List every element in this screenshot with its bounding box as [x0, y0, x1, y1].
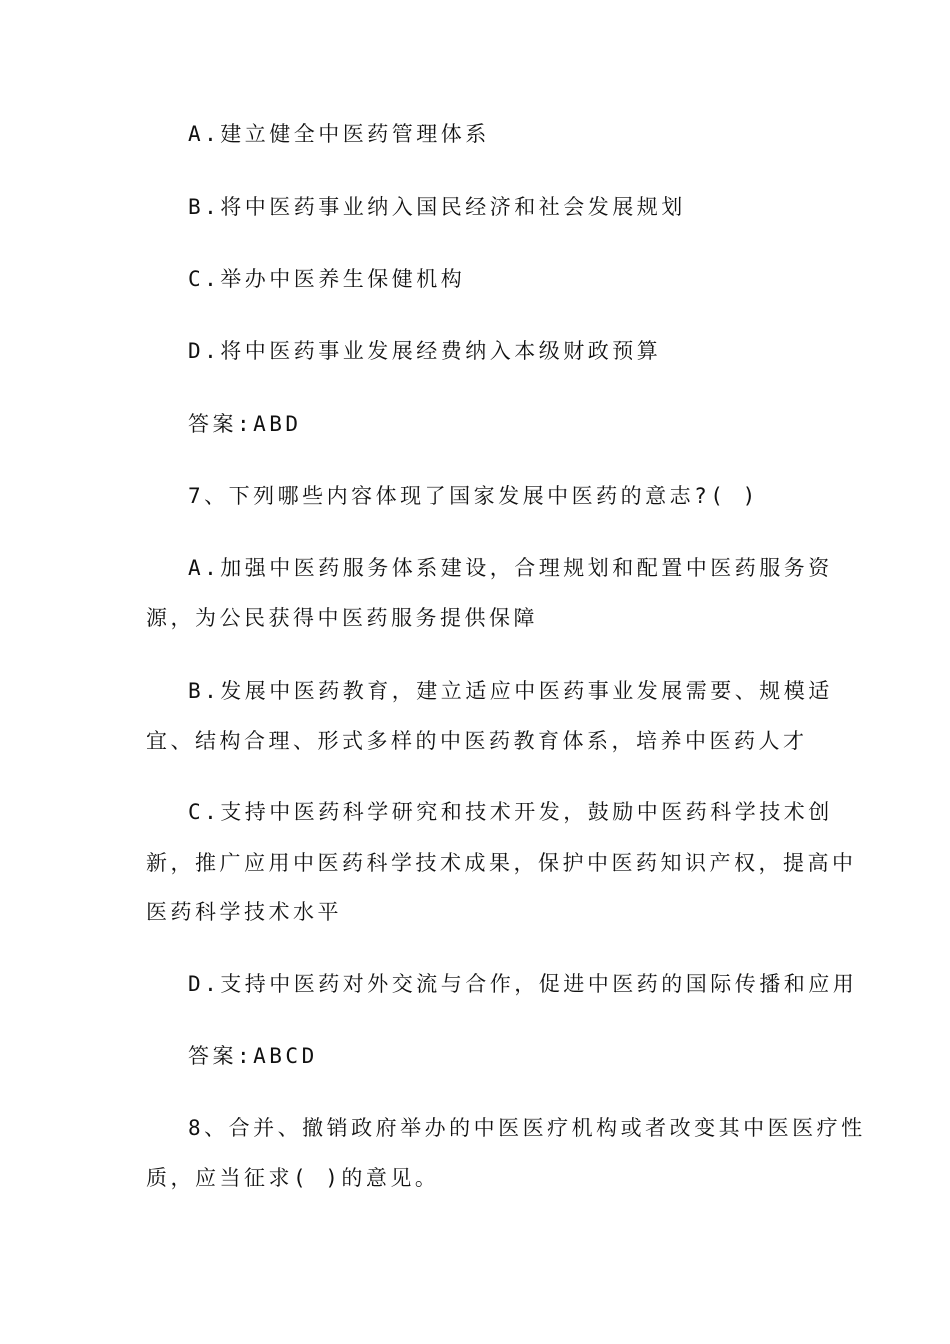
q6-option-d: D.将中医药事业发展经费纳入本级财政预算 [188, 339, 662, 363]
q8-question-line1: 8、合并、撤销政府举办的中医医疗机构或者改变其中医医疗性 [188, 1116, 866, 1140]
q6-option-c: C.举办中医养生保健机构 [188, 267, 466, 291]
q6-option-a: A.建立健全中医药管理体系 [188, 122, 490, 146]
q7-option-a-line2: 源，为公民获得中医药服务提供保障 [146, 606, 538, 630]
q6-option-b: B.将中医药事业纳入国民经济和社会发展规划 [188, 195, 686, 219]
q7-question: 7、下列哪些内容体现了国家发展中医药的意志?( ) [188, 484, 759, 508]
q8-question-line2: 质，应当征求( )的意见。 [146, 1166, 440, 1190]
q7-option-a-line1: A.加强中医药服务体系建设，合理规划和配置中医药服务资 [188, 556, 833, 580]
q7-option-b-line2: 宜、结构合理、形式多样的中医药教育体系，培养中医药人才 [146, 729, 808, 753]
q7-option-d: D.支持中医药对外交流与合作，促进中医药的国际传播和应用 [188, 972, 858, 996]
q7-option-c-line2: 新，推广应用中医药科学技术成果，保护中医药知识产权，提高中 [146, 851, 857, 875]
q7-option-b-line1: B.发展中医药教育，建立适应中医药事业发展需要、规模适 [188, 679, 833, 703]
q7-answer: 答案:ABCD [188, 1044, 318, 1068]
q6-answer: 答案:ABD [188, 412, 302, 436]
q7-option-c-line3: 医药科学技术水平 [146, 900, 342, 924]
q7-option-c-line1: C.支持中医药科学研究和技术开发，鼓励中医药科学技术创 [188, 800, 833, 824]
